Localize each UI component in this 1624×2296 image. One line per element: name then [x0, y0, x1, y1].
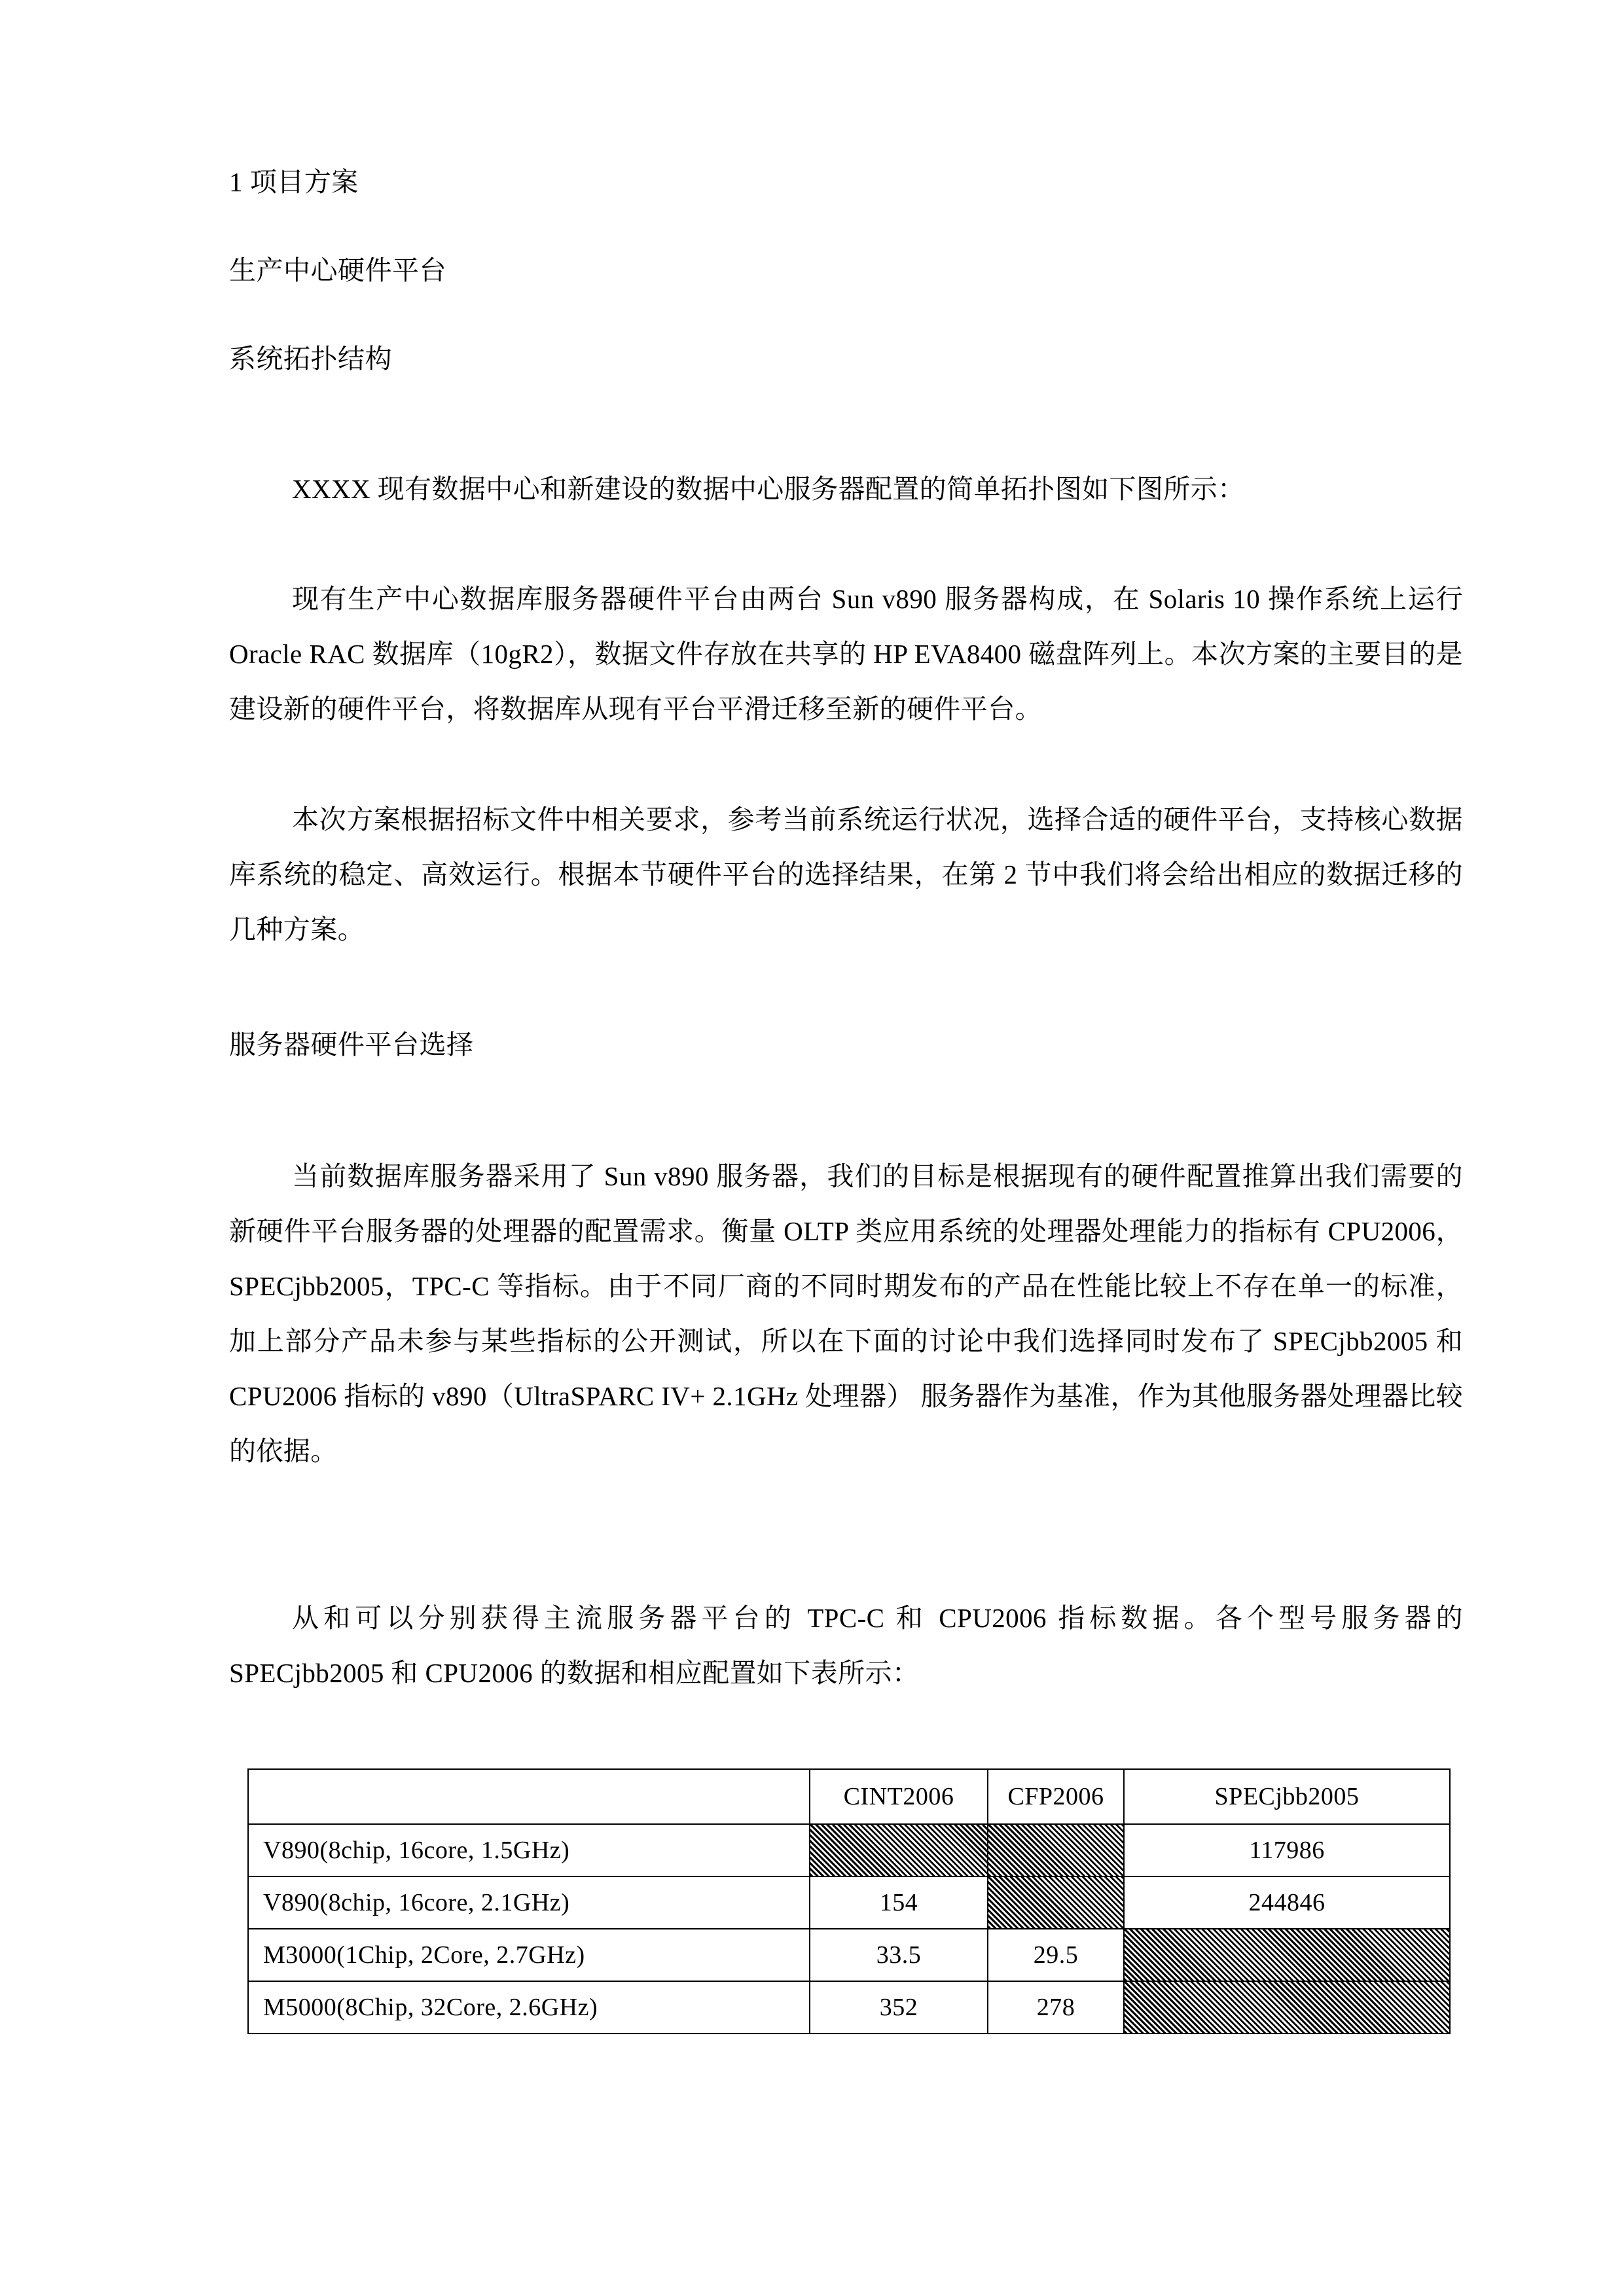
spec-table-wrapper	[247, 1768, 1449, 2034]
para-topology-intro: XXXX 现有数据中心和新建设的数据中心服务器配置的简单拓扑图如下图所示：	[292, 474, 1245, 504]
para-benchmark-discussion: 当前数据库服务器采用了 Sun v890 服务器，我们的目标是根据现有的硬件配置推算出我们需要的新硬件平台服务器的处理器的配置需求。衡量 OLTP 类应用系统的处理器处理能力的指标有 CPU2006，SPECjbb2005，TPC-C 等指标。由于不同厂商的不同时期发布的产品在性能比较上不存在单一的标准，加上部分产品未参与某些指标的公开测试，所以在下面的讨论中我们选择同时发布了 SPECjbb2005 和 CPU2006 指标的 v890（UltraSPARC IV+ 2.1GHz 处理器） 服务器作为基准，作为其他服务器处理器比较的依据。	[229, 1161, 1463, 1466]
table-cell-cint2006: 352	[810, 1981, 988, 2034]
table-cell-cfp2006: 29.5	[988, 1929, 1124, 1981]
table-cell-model: M5000(8Chip, 32Core, 2.6GHz)	[248, 1981, 810, 2034]
table-cell-cfp2006-hatched	[988, 1876, 1124, 1929]
table-row	[248, 1981, 1450, 2034]
para-plan-basis: 本次方案根据招标文件中相关要求，参考当前系统运行状况，选择合适的硬件平台，支持核心数据库系统的稳定、高效运行。根据本节硬件平台的选择结果，在第 2 节中我们将会给出相应的数据迁移的几种方案。	[229, 804, 1463, 944]
table-cell-cint2006-hatched	[810, 1824, 988, 1876]
table-cell-specjbb2005: 117986	[1124, 1824, 1450, 1876]
table-cell-cfp2006-hatched	[988, 1824, 1124, 1876]
table-header-cint2006: CINT2006	[810, 1769, 988, 1824]
table-cell-model: V890(8chip, 16core, 2.1GHz)	[248, 1876, 810, 1929]
table-cell-specjbb2005-hatched	[1124, 1929, 1450, 1981]
table-cell-specjbb2005-hatched	[1124, 1981, 1450, 2034]
table-cell-model: M3000(1Chip, 2Core, 2.7GHz)	[248, 1929, 810, 1981]
table-cell-cfp2006: 278	[988, 1981, 1124, 2034]
table-header-blank	[248, 1769, 810, 1824]
para-table-intro: 从和可以分别获得主流服务器平台的 TPC-C 和 CPU2006 指标数据。各个型号服务器的 SPECjbb2005 和 CPU2006 的数据和相应配置如下表所示：	[229, 1603, 1463, 1688]
table-header-row	[248, 1769, 1450, 1824]
table-row	[248, 1876, 1450, 1929]
spec-table	[247, 1768, 1451, 2034]
table-row	[248, 1824, 1450, 1876]
table-cell-cint2006: 33.5	[810, 1929, 988, 1981]
subsection-hardware-platform: 生产中心硬件平台	[229, 255, 446, 285]
subsection-topology: 系统拓扑结构	[229, 344, 392, 374]
section-title: 1 项目方案	[229, 167, 359, 197]
table-cell-model: V890(8chip, 16core, 1.5GHz)	[248, 1824, 810, 1876]
table-row	[248, 1929, 1450, 1981]
table-cell-specjbb2005: 244846	[1124, 1876, 1450, 1929]
para-existing-platform: 现有生产中心数据库服务器硬件平台由两台 Sun v890 服务器构成，在 Solaris 10 操作系统上运行 Oracle RAC 数据库（10gR2），数据文件存放在共享的 HP EVA8400 磁盘阵列上。本次方案的主要目的是建设新的硬件平台，将数据库从现有平台平滑迁移至新的硬件平台。	[229, 584, 1463, 724]
table-header-cfp2006: CFP2006	[988, 1769, 1124, 1824]
table-header-specjbb2005: SPECjbb2005	[1124, 1769, 1450, 1824]
subsection-server-selection: 服务器硬件平台选择	[229, 1030, 474, 1060]
table-cell-cint2006: 154	[810, 1876, 988, 1929]
